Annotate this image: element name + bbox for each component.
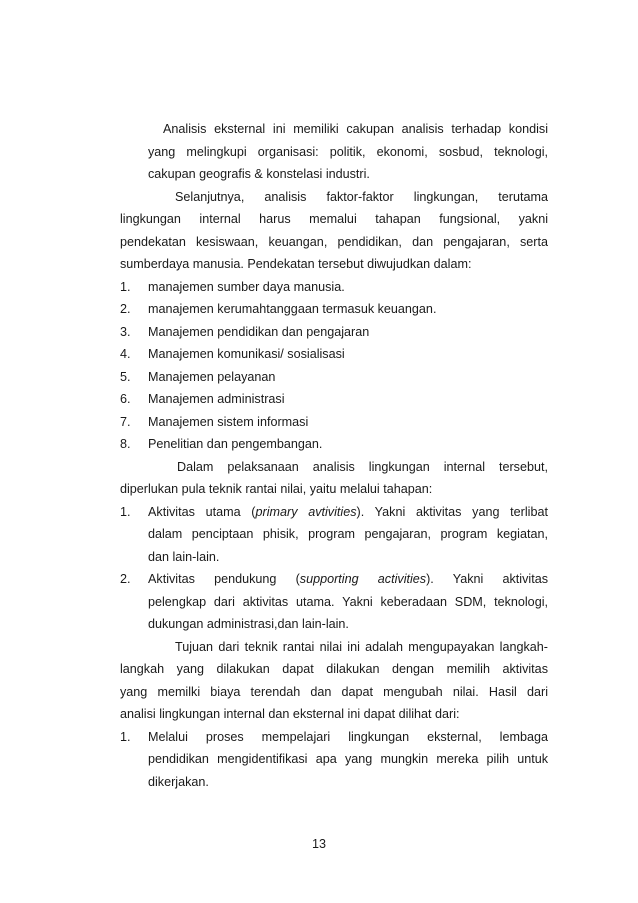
- list-item-text: Manajemen sistem informasi: [148, 415, 309, 429]
- paragraph-1-line-3: cakupan geografis & konstelasi industri.: [148, 167, 370, 181]
- paragraph-3-line-2: diperlukan pula teknik rantai nilai, yaitu melalui tahapan:: [120, 482, 433, 496]
- list-item-number: 1.: [120, 280, 131, 294]
- paragraph-4-line-4: analisi lingkungan internal dan eksternal ini dapat dilihat dari:: [120, 707, 460, 721]
- list-item-text: pelengkap dari aktivitas utama. Yakni keberadaan SDM, teknologi,: [148, 595, 548, 609]
- italic-term: supporting activities: [299, 572, 427, 586]
- list-item-text: dikerjakan.: [148, 775, 209, 789]
- list-item-text: dalam penciptaan phisik, program pengajaran, program kegiatan,: [148, 527, 548, 541]
- paragraph-1-line-2: yang melingkupi organisasi: politik, ekonomi, sosbud, teknologi,: [148, 145, 548, 159]
- list-item-number: 2.: [120, 572, 131, 586]
- list-item-text: Penelitian dan pengembangan.: [148, 437, 323, 451]
- list-item-number: 5.: [120, 370, 131, 384]
- list-item-text: Melalui proses mempelajari lingkungan eksternal, lembaga: [148, 730, 548, 744]
- list-item-text: Manajemen pelayanan: [148, 370, 276, 384]
- list-item-number: 4.: [120, 347, 131, 361]
- paragraph-4-line-3: yang memilki biaya terendah dan dapat mengubah nilai. Hasil dari: [120, 685, 548, 699]
- list-item-number: 1.: [120, 730, 131, 744]
- paragraph-4-line-1: Tujuan dari teknik rantai nilai ini adalah mengupayakan langkah-: [175, 640, 548, 654]
- paragraph-4-line-2: langkah yang dilakukan dapat dilakukan dengan memilih aktivitas: [120, 662, 548, 676]
- list-item-text: pendidikan mengidentifikasi apa yang mungkin mereka pilih untuk: [148, 752, 548, 766]
- list-item-text: Manajemen pendidikan dan pengajaran: [148, 325, 370, 339]
- list-item-text: Aktivitas pendukung (supporting activities). Yakni aktivitas: [148, 572, 548, 586]
- list-item-text: manajemen kerumahtanggaan termasuk keuangan.: [148, 302, 437, 316]
- paragraph-1-line-1: Analisis eksternal ini memiliki cakupan analisis terhadap kondisi: [163, 122, 548, 136]
- list-item-text: dan lain-lain.: [148, 550, 220, 564]
- list-item-text: dukungan administrasi,dan lain-lain.: [148, 617, 349, 631]
- paragraph-2-line-1: Selanjutnya, analisis faktor-faktor lingkungan, terutama: [175, 190, 548, 204]
- list-item-text: Manajemen administrasi: [148, 392, 285, 406]
- italic-term: primary avtivities: [255, 505, 357, 519]
- paragraph-2-line-4: sumberdaya manusia. Pendekatan tersebut diwujudkan dalam:: [120, 257, 472, 271]
- list-item-number: 6.: [120, 392, 131, 406]
- list-item-number: 2.: [120, 302, 131, 316]
- list-item-text: Aktivitas utama (primary avtivities). Yakni aktivitas yang terlibat: [148, 505, 548, 519]
- paragraph-3-line-1: Dalam pelaksanaan analisis lingkungan internal tersebut,: [177, 460, 548, 474]
- list-item-number: 7.: [120, 415, 131, 429]
- paragraph-2-line-2: lingkungan internal harus memalui tahapan fungsional, yakni: [120, 212, 548, 226]
- list-item-text: manajemen sumber daya manusia.: [148, 280, 345, 294]
- list-item-text: Manajemen komunikasi/ sosialisasi: [148, 347, 345, 361]
- page-number: 13: [311, 837, 326, 851]
- list-item-number: 8.: [120, 437, 131, 451]
- list-item-number: 3.: [120, 325, 131, 339]
- paragraph-2-line-3: pendekatan kesiswaan, keuangan, pendidikan, dan pengajaran, serta: [120, 235, 548, 249]
- list-item-number: 1.: [120, 505, 131, 519]
